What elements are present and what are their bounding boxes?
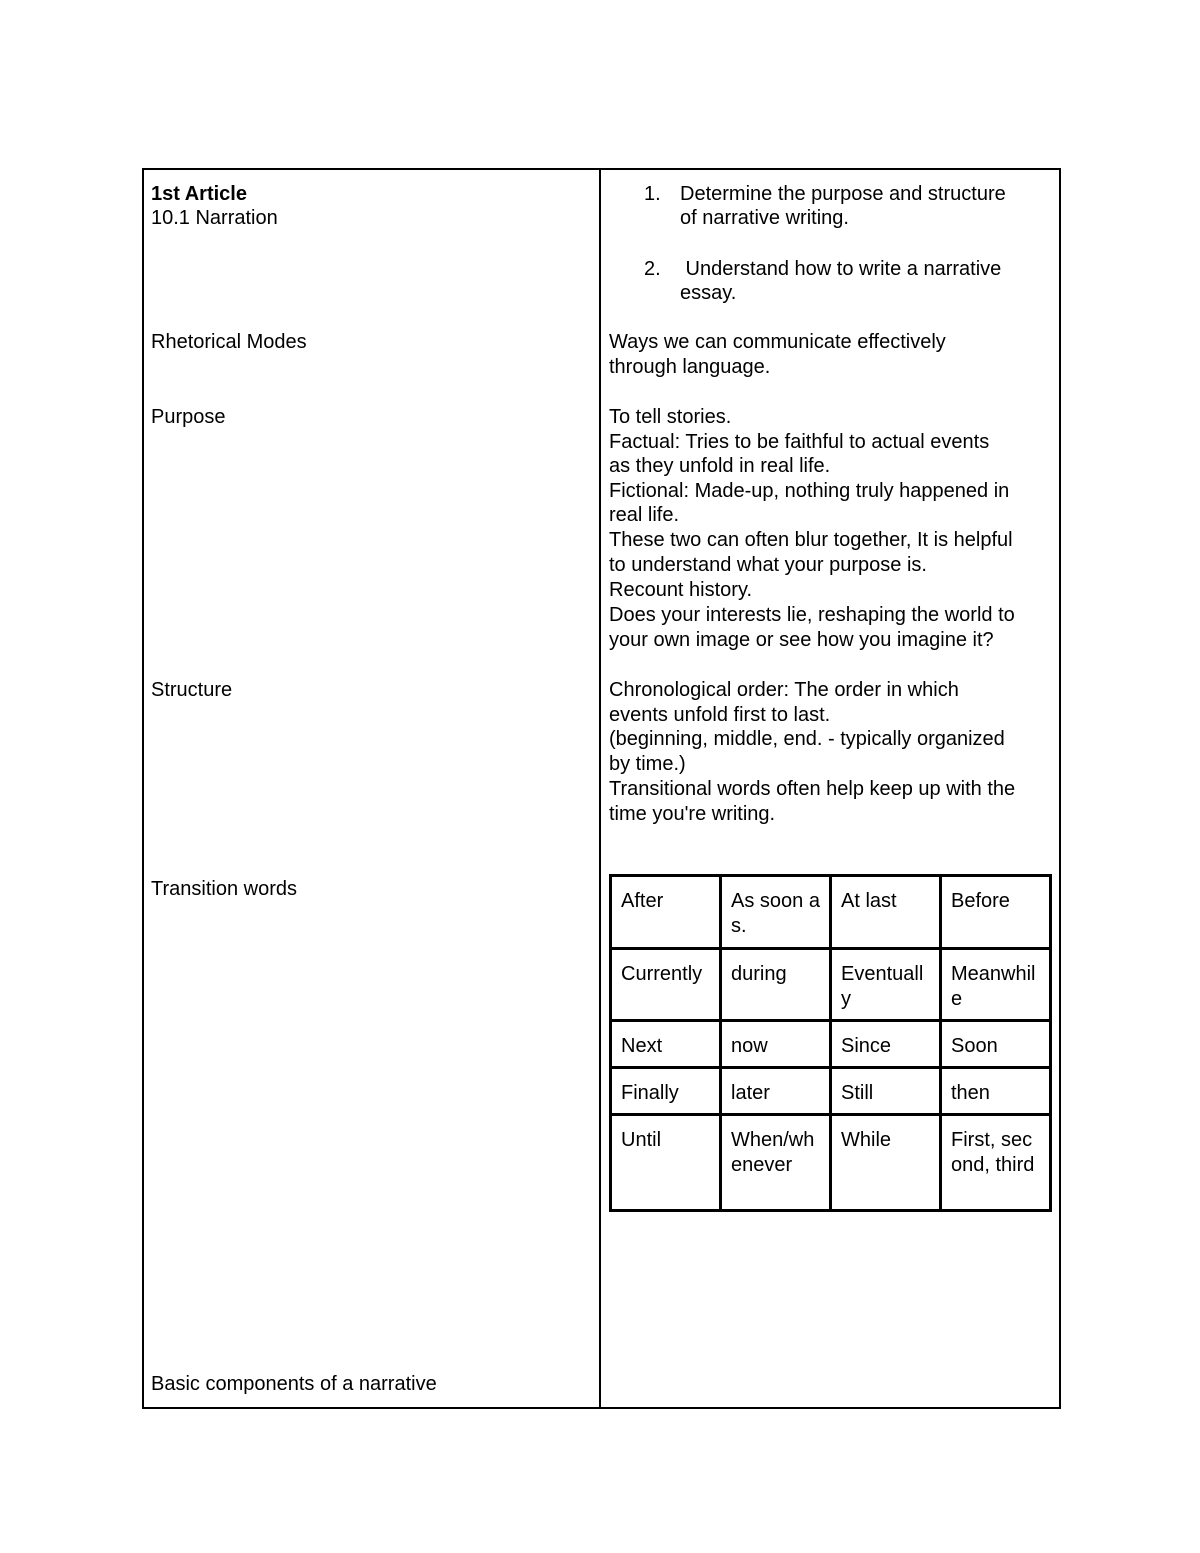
structure-text: time you're writing. <box>609 803 776 825</box>
table-cell: Still <box>831 1068 941 1115</box>
purpose-text: your own image or see how you imagine it? <box>609 629 994 651</box>
objective-text: Understand how to write a narrative <box>680 258 1002 280</box>
table-cell: Currently <box>611 949 721 1021</box>
table-cell: Soon <box>941 1021 1051 1068</box>
table-cell: Eventually <box>831 949 941 1021</box>
table-cell: now <box>721 1021 831 1068</box>
table-cell: Until <box>611 1115 721 1211</box>
label-basic-components: Basic components of a narrative <box>151 1373 437 1395</box>
label-purpose: Purpose <box>151 406 226 428</box>
table-cell: When/whenever <box>721 1115 831 1211</box>
objective-text: Determine the purpose and structure <box>680 183 1006 205</box>
table-row <box>611 1115 1051 1211</box>
label-structure: Structure <box>151 679 233 701</box>
table-row <box>611 1068 1051 1115</box>
table-cell: While <box>831 1115 941 1211</box>
label-transition-words: Transition words <box>151 878 297 900</box>
table-cell: Before <box>941 876 1051 949</box>
purpose-text: Fictional: Made-up, nothing truly happened in <box>609 480 1010 502</box>
purpose-text: Recount history. <box>609 579 753 601</box>
article-subtitle: 10.1 Narration <box>151 207 278 229</box>
structure-text: (beginning, middle, end. - typically organized <box>609 728 1005 750</box>
table-cell: At last <box>831 876 941 949</box>
objective-text: essay. <box>680 282 737 304</box>
rhetorical-text: through language. <box>609 356 771 378</box>
structure-text: Transitional words often help keep up with the <box>609 778 1016 800</box>
notes-table <box>142 168 1061 1409</box>
table-cell: Next <box>611 1021 721 1068</box>
table-cell: during <box>721 949 831 1021</box>
table-cell: After <box>611 876 721 949</box>
table-row <box>611 876 1051 949</box>
purpose-text: These two can often blur together, It is helpful <box>609 529 1013 551</box>
table-row <box>611 1021 1051 1068</box>
purpose-text: Does your interests lie, reshaping the world to <box>609 604 1015 626</box>
table-cell: later <box>721 1068 831 1115</box>
label-rhetorical-modes: Rhetorical Modes <box>151 331 307 353</box>
table-row <box>611 949 1051 1021</box>
purpose-text: Factual: Tries to be faithful to actual events <box>609 431 990 453</box>
article-title: 1st Article <box>151 183 247 205</box>
purpose-text: as they unfold in real life. <box>609 455 831 477</box>
table-cell: As soon as. <box>721 876 831 949</box>
rhetorical-text: Ways we can communicate effectively <box>609 331 946 353</box>
objective-text: of narrative writing. <box>680 207 849 229</box>
objective-number: 1. <box>644 183 661 205</box>
purpose-text: real life. <box>609 504 680 526</box>
table-cell: Finally <box>611 1068 721 1115</box>
column-divider <box>599 168 601 1409</box>
purpose-text: To tell stories. <box>609 406 732 428</box>
table-cell: First, second, third <box>941 1115 1051 1211</box>
transition-words-table <box>609 874 1052 1212</box>
purpose-text: to understand what your purpose is. <box>609 554 927 576</box>
structure-text: by time.) <box>609 753 686 775</box>
objective-number: 2. <box>644 258 661 280</box>
table-cell: then <box>941 1068 1051 1115</box>
structure-text: Chronological order: The order in which <box>609 679 959 701</box>
table-cell: Meanwhile <box>941 949 1051 1021</box>
table-cell: Since <box>831 1021 941 1068</box>
structure-text: events unfold first to last. <box>609 704 831 726</box>
